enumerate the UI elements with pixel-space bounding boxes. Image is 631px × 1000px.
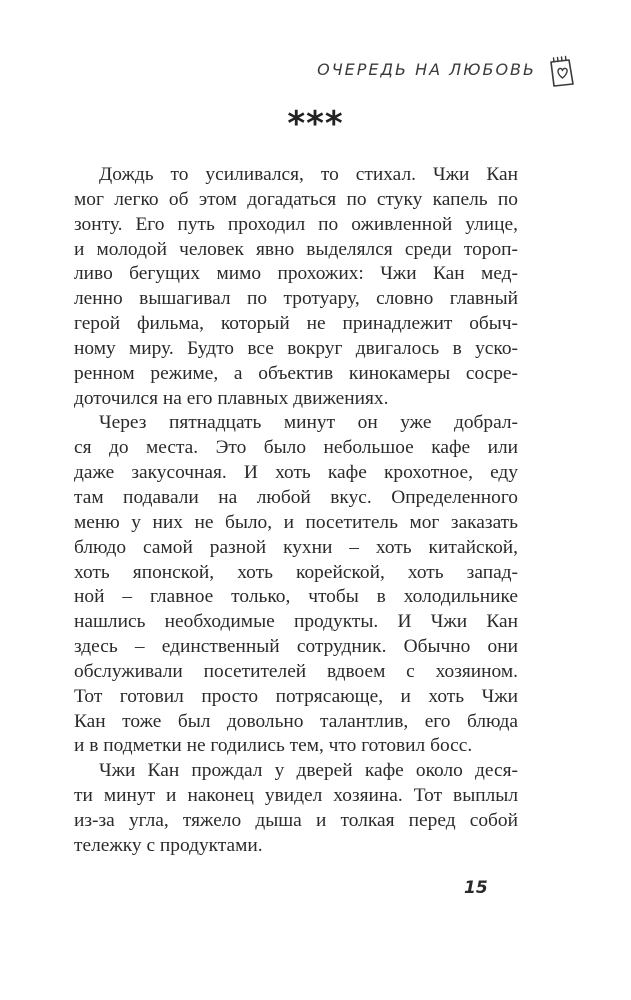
text-line: и молодой человек явно выделялся среди тороп- — [74, 238, 518, 260]
text-line: блюдо самой разной кухни – хоть китайской, — [74, 536, 518, 558]
text-line: Кан тоже был довольно талантлив, его блюда — [74, 710, 518, 732]
text-line: ти минут и наконец увидел хозяина. Тот выплыл — [74, 785, 518, 807]
text-line: Через пятнадцать минут он уже добрал- — [99, 412, 518, 434]
text-line: хоть японской, хоть корейской, хоть запад- — [74, 561, 518, 583]
text-line: там подавали на любой вкус. Определенного — [74, 486, 518, 508]
text-line: нашлись необходимые продукты. И Чжи Кан — [74, 611, 518, 633]
text-line: ся до места. Это было небольшое кафе или — [74, 437, 518, 459]
text-line: здесь – единственный сотрудник. Обычно они — [74, 636, 518, 658]
running-header: ОЧЕРЕДЬ НА ЛЮБОВЬ — [317, 60, 536, 79]
paragraph-2 — [74, 411, 518, 759]
text-line: тележку с продуктами. — [74, 834, 263, 856]
text-line: ливо бегущих мимо прохожих: Чжи Кан мед- — [74, 263, 518, 285]
text-line: Дождь то усиливался, то стихал. Чжи Кан — [99, 164, 518, 185]
text-line: ренном режиме, а объектив кинокамеры сосре- — [74, 362, 518, 384]
section-break: *** — [287, 104, 344, 144]
text-line: герой фильма, который не принадлежит обыч- — [74, 313, 518, 335]
heart-notebook-icon — [543, 54, 579, 90]
text-line: и в подметки не годились тем, что готовил босс. — [74, 735, 473, 757]
text-line: зонту. Его путь проходил по оживленной улице, — [74, 213, 518, 235]
page-number: 15 — [464, 878, 488, 898]
text-line: ленно вышагивал по тротуару, словно главный — [74, 288, 518, 310]
paragraph-1 — [74, 163, 518, 411]
text-line: ному миру. Будто все вокруг двигалось в уско- — [74, 337, 518, 359]
text-line: Тот готовил просто потрясающе, и хоть Чжи — [74, 685, 518, 707]
text-line: ной – главное только, чтобы в холодильнике — [74, 586, 518, 608]
text-line: Чжи Кан прождал у дверей кафе около деся- — [99, 760, 518, 782]
text-line: доточился на его плавных движениях. — [74, 387, 389, 409]
text-line: из-за угла, тяжело дыша и толкая перед собой — [74, 809, 518, 831]
text-line: обслуживали посетителей вдвоем с хозяином. — [74, 660, 518, 682]
text-line: даже закусочная. И хоть кафе крохотное, еду — [74, 462, 518, 484]
paragraph-3 — [74, 759, 518, 858]
text-line: мог легко об этом догадаться по стуку капель по — [74, 188, 518, 210]
body-text — [74, 163, 518, 859]
text-line: меню у них не было, и посетитель мог заказать — [74, 511, 518, 533]
